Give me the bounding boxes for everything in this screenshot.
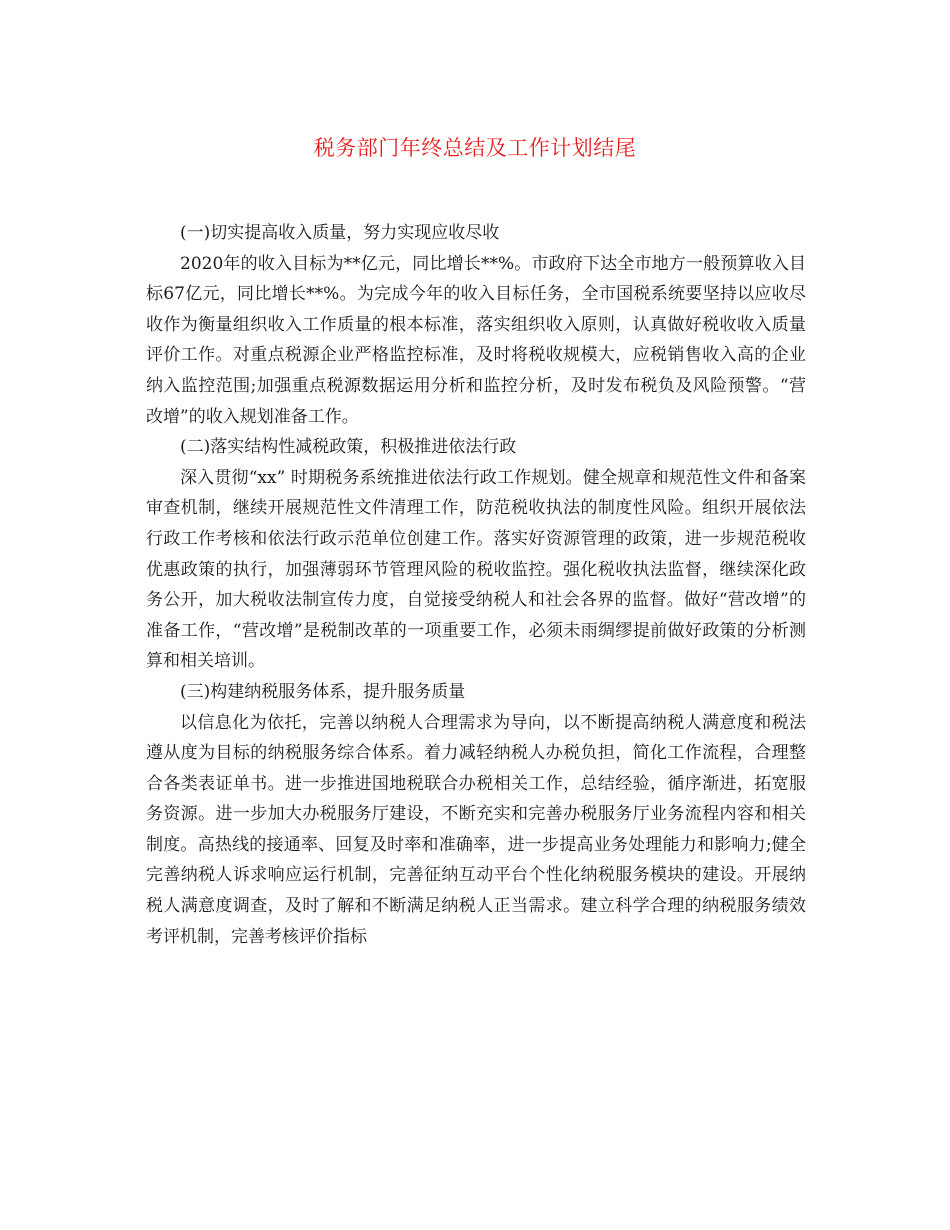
section-heading-1: (一)切实提高收入质量，努力实现应收尽收 — [180, 223, 500, 243]
section-heading-3: (三)构建纳税服务体系，提升服务质量 — [180, 681, 466, 702]
section-heading-2: (二)落实结构性减税政策，积极推进依法行政 — [180, 437, 517, 458]
document-body — [146, 218, 806, 952]
paragraph-rule-of-law: 深入贯彻“xx” 时期税务系统推进依法行政工作规划。健全规章和规范性文件和备案审查机制，继续开展规范性文件清理工作，防范税收执法的制度性风险。组织开展依法行政工作考核和依法行政示范单位创建工作。落实好资源管理的政策，进一步规范税收优惠政策的执行，加强薄弱环节管理风险的税收监控。强化税收执法监督，继续深化政务公开，加大税收法制宣传力度，自觉接受纳税人和社会各界的监督。做好“营改增”的准备工作，“营改增”是税制改革的一项重要工作，必须未雨绸缪提前做好政策的分析测算和相关培训。 — [146, 467, 806, 672]
document-title: 税务部门年终总结及工作计划结尾 — [313, 136, 637, 160]
paragraph-tax-service: 以信息化为依托，完善以纳税人合理需求为导向，以不断提高纳税人满意度和税法遵从度为目标的纳税服务综合体系。着力减轻纳税人办税负担，简化工作流程，合理整合各类表证单书。进一步推进国地税联合办税相关工作，总结经验，循序渐进，拓宽服务资源。进一步加大办税服务厅建设，不断充实和完善办税服务厅业务流程内容和相关制度。高热线的接通率、回复及时率和准确率，进一步提高业务处理能力和影响力;健全完善纳税人诉求响应运行机制，完善征纳互动平台个性化纳税服务模块的建设。开展纳税人满意度调查，及时了解和不断满足纳税人正当需求。建立科学合理的纳税服务绩效考评机制，完善考核评价指标 — [146, 712, 806, 947]
paragraph-revenue-target: 2020年的收入目标为**亿元，同比增长**%。市政府下达全市地方一般预算收入目标67亿元，同比增长**%。为完成今年的收入目标任务，全市国税系统要坚持以应收尽收作为衡量组织收入工作质量的根本标准，落实组织收入原则，认真做好税收收入质量评价工作。对重点税源企业严格监控标准，及时将税收规模大，应税销售收入高的企业纳入监控范围;加强重点税源数据运用分析和监控分析，及时发布税负及风险预警。“营改增”的收入规划准备工作。 — [146, 253, 806, 427]
